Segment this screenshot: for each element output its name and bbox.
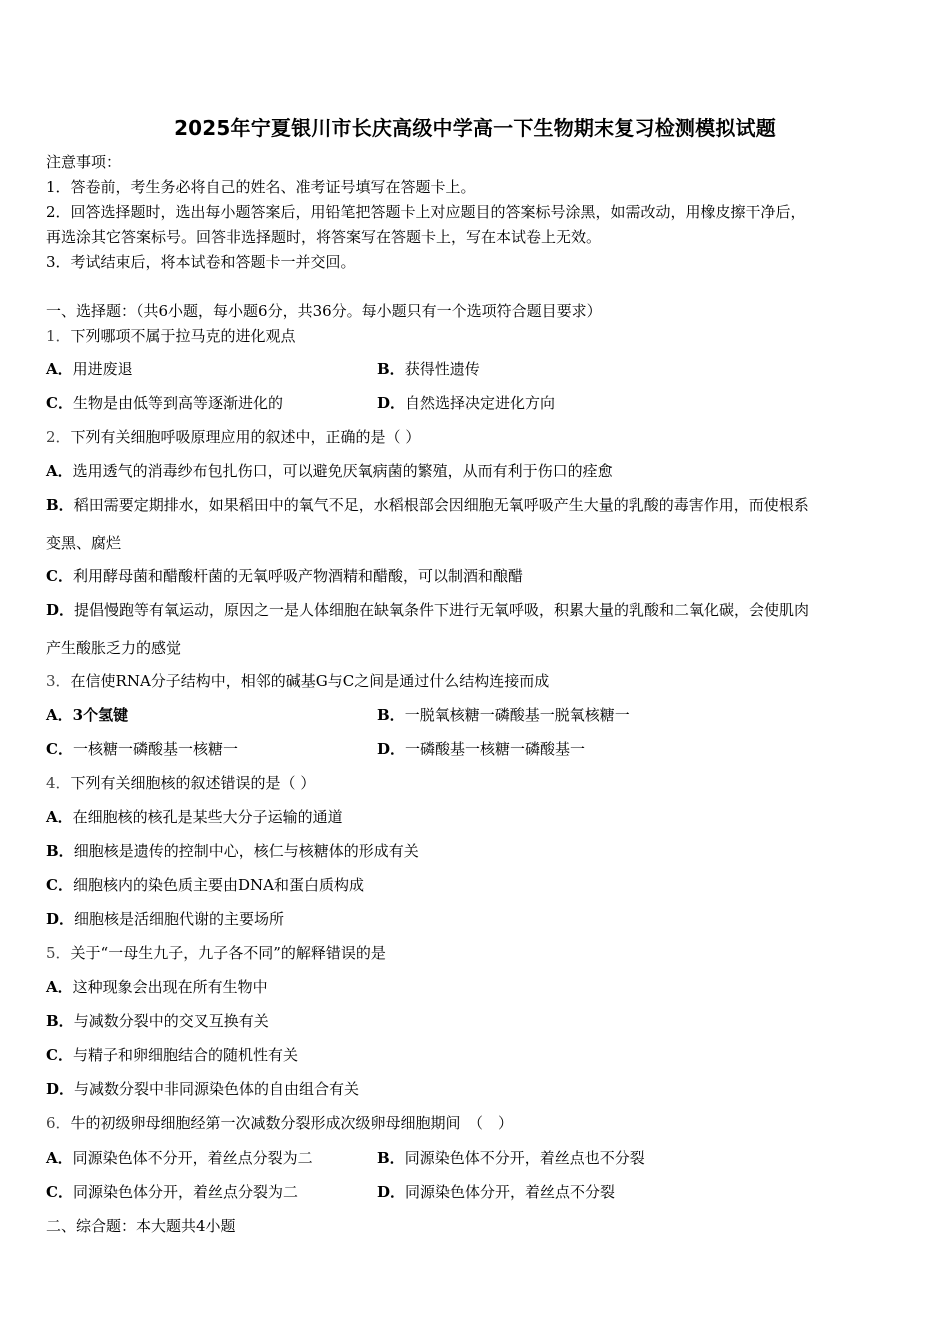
option-label: C． — [46, 567, 73, 585]
q6-option-d — [377, 1181, 615, 1203]
notice-item-2: 2．回答选择题时，选出每小题答案后，用铅笔把答题卡上对应题目的答案标号涂黑，如需改动，用橡皮擦干净后， — [46, 203, 806, 221]
option-label: B． — [377, 706, 405, 724]
option-text: 在细胞核的核孔是某些大分子运输的通道 — [72, 808, 343, 826]
option-label: D． — [377, 394, 406, 412]
option-text: 自然选择决定进化方向 — [405, 394, 556, 412]
question-number: 2． — [46, 428, 71, 446]
q3-option-b — [377, 704, 630, 726]
q4-option-c — [46, 874, 364, 896]
q1-option-b — [377, 358, 480, 380]
q2-option-c — [46, 565, 523, 587]
q6-option-a — [46, 1147, 313, 1169]
option-label: B． — [46, 496, 74, 514]
question-stem: 关于“一母生九子，九子各不同”的解释错误的是 — [70, 944, 386, 962]
option-text: 细胞核是遗传的控制中心，核仁与核糖体的形成有关 — [73, 842, 419, 860]
q6-option-b — [377, 1147, 645, 1169]
notice-heading: 注意事项： — [46, 153, 122, 171]
q4-option-b — [46, 840, 419, 862]
option-text: 一核糖一磷酸基一核糖一 — [72, 740, 238, 758]
option-text: 细胞核是活细胞代谢的主要场所 — [74, 910, 285, 928]
question-4 — [46, 772, 315, 794]
question-stem: 下列有关细胞核的叙述错误的是（ ） — [70, 774, 316, 792]
option-text: 利用酵母菌和醋酸杆菌的无氧呼吸产物酒精和醋酸，可以制酒和酿醋 — [72, 567, 523, 585]
q2-option-b — [46, 494, 809, 516]
option-label: B． — [377, 360, 405, 378]
option-text: 选用透气的消毒纱布包扎伤口，可以避免厌氧病菌的繁殖，从而有利于伤口的痊愈 — [72, 462, 613, 480]
option-label: A． — [46, 706, 73, 724]
notice-item-1: 1．答卷前，考生务必将自己的姓名、准考证号填写在答题卡上。 — [46, 178, 476, 196]
option-label: A． — [46, 462, 73, 480]
q5-option-c — [46, 1044, 298, 1066]
question-1 — [46, 325, 296, 347]
question-6 — [46, 1112, 513, 1134]
exam-title: 2025年宁夏银川市长庆高级中学高一下生物期末复习检测模拟试题 — [174, 116, 776, 140]
option-text: 细胞核内的染色质主要由DNA和蛋白质构成 — [72, 876, 364, 894]
option-label: D． — [46, 1080, 75, 1098]
option-text: 提倡慢跑等有氧运动，原因之一是人体细胞在缺氧条件下进行无氧呼吸，积累大量的乳酸和二氧化碳，会使肌肉 — [74, 601, 810, 619]
option-text: 与减数分裂中的交叉互换有关 — [73, 1012, 269, 1030]
option-text: 与减数分裂中非同源染色体的自由组合有关 — [74, 1080, 360, 1098]
question-stem: 牛的初级卵母细胞经第一次减数分裂形成次级卵母细胞期间 （ ） — [70, 1114, 514, 1132]
q2-option-d — [46, 599, 809, 621]
q2-option-a — [46, 460, 613, 482]
option-text: 稻田需要定期排水，如果稻田中的氧气不足，水稻根部会因细胞无氧呼吸产生大量的乳酸的毒害作用，而使根系 — [73, 496, 809, 514]
q4-option-a — [46, 806, 343, 828]
question-stem: 下列有关细胞呼吸原理应用的叙述中，正确的是（ ） — [70, 428, 421, 446]
option-text: 获得性遗传 — [404, 360, 480, 378]
q5-option-a — [46, 976, 268, 998]
option-text: 用进废退 — [72, 360, 133, 378]
q1-option-a — [46, 358, 133, 380]
question-3 — [46, 670, 549, 692]
q3-option-a — [46, 704, 128, 726]
option-label: C． — [46, 394, 73, 412]
option-label: C． — [46, 1183, 73, 1201]
option-label: D． — [377, 740, 406, 758]
question-number: 5． — [46, 944, 71, 962]
option-text: 这种现象会出现在所有生物中 — [72, 978, 268, 996]
option-text: 同源染色体不分开，着丝点也不分裂 — [404, 1149, 645, 1167]
option-label: C． — [46, 876, 73, 894]
q1-option-d — [377, 392, 555, 414]
q5-option-d — [46, 1078, 359, 1100]
question-5 — [46, 942, 386, 964]
option-text: 3个氢键 — [72, 706, 129, 724]
question-stem: 下列哪项不属于拉马克的进化观点 — [70, 327, 296, 345]
option-label: C． — [46, 740, 73, 758]
notice-item-2-cont: 再选涂其它答案标号。回答非选择题时，将答案写在答题卡上，写在本试卷上无效。 — [46, 228, 602, 246]
q3-option-c — [46, 738, 238, 760]
option-text: 生物是由低等到高等逐渐进化的 — [72, 394, 283, 412]
q2-option-d-cont: 产生酸胀乏力的感觉 — [46, 639, 182, 657]
q6-option-c — [46, 1181, 298, 1203]
question-number: 3． — [46, 672, 71, 690]
option-label: A． — [46, 1149, 73, 1167]
q3-option-d — [377, 738, 585, 760]
q4-option-d — [46, 908, 284, 930]
option-label: D． — [377, 1183, 406, 1201]
q2-option-b-cont: 变黑、腐烂 — [46, 534, 122, 552]
option-text: 同源染色体不分开，着丝点分裂为二 — [72, 1149, 313, 1167]
option-text: 一脱氧核糖一磷酸基一脱氧核糖一 — [404, 706, 630, 724]
option-label: A． — [46, 360, 73, 378]
question-2 — [46, 426, 420, 448]
option-text: 同源染色体分开，着丝点分裂为二 — [72, 1183, 298, 1201]
q1-option-c — [46, 392, 283, 414]
question-number: 1． — [46, 327, 71, 345]
notice-item-3: 3．考试结束后，将本试卷和答题卡一并交回。 — [46, 253, 356, 271]
option-label: B． — [46, 1012, 74, 1030]
option-text: 一磷酸基一核糖一磷酸基一 — [405, 740, 586, 758]
question-number: 4． — [46, 774, 71, 792]
section2-heading: 二、综合题：本大题共4小题 — [46, 1217, 236, 1235]
option-label: A． — [46, 808, 73, 826]
option-text: 同源染色体分开，着丝点不分裂 — [405, 1183, 616, 1201]
option-label: A． — [46, 978, 73, 996]
section1-heading: 一、选择题：（共6小题，每小题6分，共36分。每小题只有一个选项符合题目要求） — [46, 302, 602, 320]
option-text: 与精子和卵细胞结合的随机性有关 — [72, 1046, 298, 1064]
question-number: 6． — [46, 1114, 71, 1132]
option-label: D． — [46, 601, 75, 619]
option-label: B． — [46, 842, 74, 860]
q5-option-b — [46, 1010, 269, 1032]
option-label: B． — [377, 1149, 405, 1167]
option-label: C． — [46, 1046, 73, 1064]
option-label: D． — [46, 910, 75, 928]
question-stem: 在信使RNA分子结构中，相邻的碱基G与C之间是通过什么结构连接而成 — [70, 672, 550, 690]
